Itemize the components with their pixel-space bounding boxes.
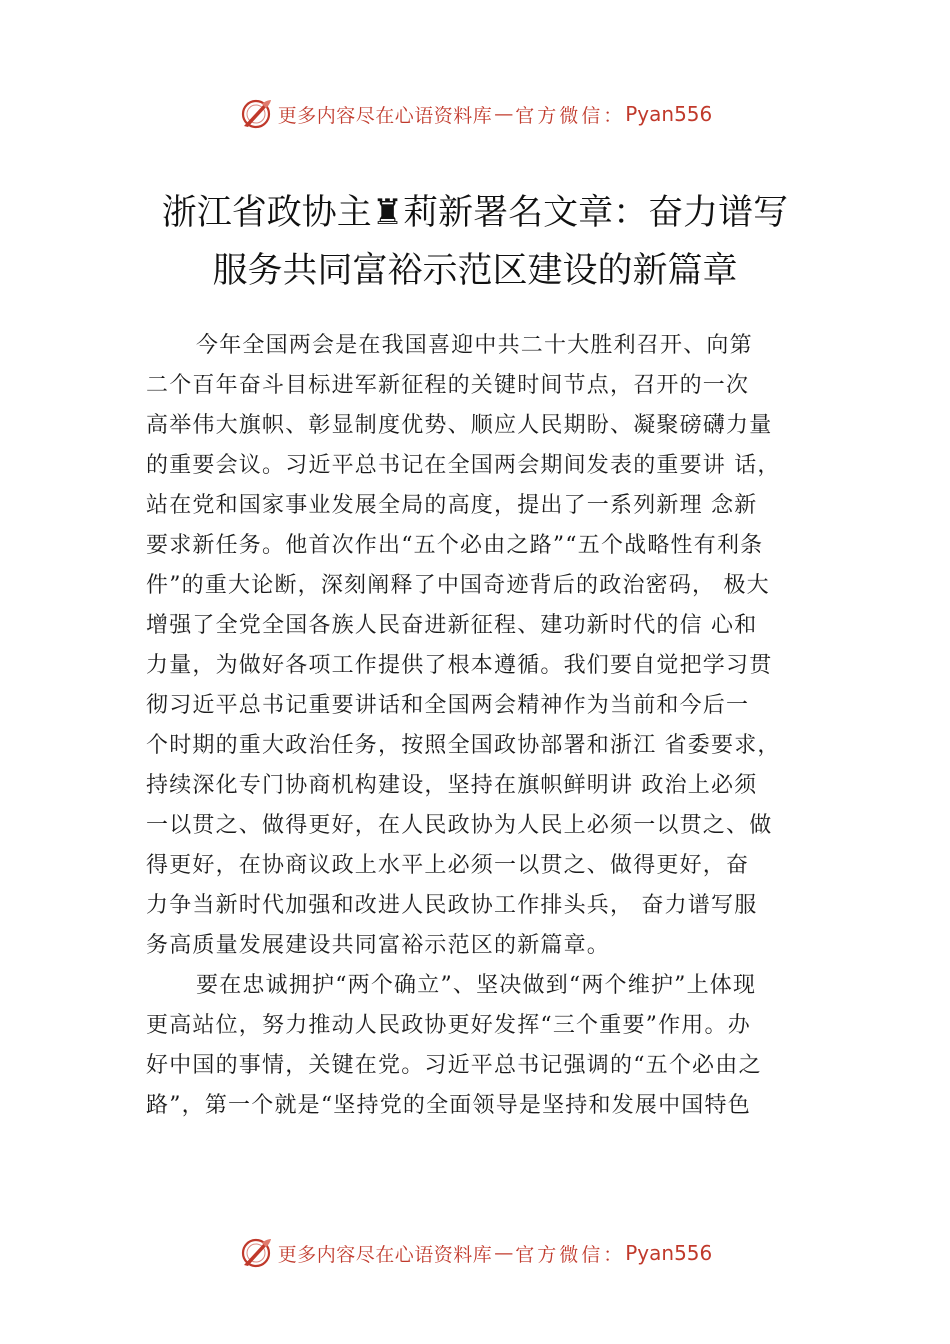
- paragraph-line: 更高站位，努力推动人民政协更好发挥“三个重要”作用。办: [146, 1013, 751, 1038]
- paragraph-line: 二个百年奋斗目标进军新征程的关键时间节点，召开的一次: [146, 373, 750, 398]
- article-title: [0, 184, 950, 300]
- title-line: 浙江省政协主♜莉新署名文章：奋力谱写: [161, 193, 789, 233]
- paragraph-line: 增强了全党全国各族人民奋进新征程、建功新时代的信 心和: [146, 613, 758, 638]
- paragraph-line: 好中国的事情，关键在党。习近平总书记强调的“五个必由之: [146, 1053, 762, 1078]
- watermark-footer: [0, 1233, 950, 1273]
- paragraph-line: 力争当新时代加强和改进人民政协工作排头兵， 奋力谱写服: [146, 893, 758, 918]
- paragraph-line: 今年全国两会是在我国喜迎中共二十大胜利召开、向第: [196, 333, 753, 358]
- paragraph-line: 高举伟大旗帜、彰显制度优势、顺应人民期盼、凝聚磅礴力量: [146, 413, 773, 438]
- watermark-brand-text: 更多内容尽在心语资料库: [277, 104, 493, 127]
- quill-logo-icon: [238, 96, 274, 132]
- watermark-brand-text: 更多内容尽在心语资料库: [277, 1243, 493, 1266]
- paragraph-line: 彻习近平总书记重要讲话和全国两会精神作为当前和今后一: [146, 693, 750, 718]
- watermark-wechat-id: Pyan556: [625, 1241, 713, 1265]
- watermark-separator: —: [494, 103, 514, 125]
- paragraph-line: 力量，为做好各项工作提供了根本遵循。我们要自觉把学习贯: [146, 653, 773, 678]
- paragraph-line: 务高质量发展建设共同富裕示范区的新篇章。: [146, 933, 611, 958]
- paragraph-line: 站在党和国家事业发展全局的高度，提出了一系列新理 念新: [146, 493, 758, 518]
- watermark-separator: —: [494, 1242, 514, 1264]
- paragraph-line: 要求新任务。他首次作出“五个必由之路”“五个战略性有利条: [146, 533, 764, 558]
- paragraph-line: 得更好，在协商议政上水平上必须一以贯之、做得更好，奋: [146, 853, 750, 878]
- paragraph-line: 件”的重大论断，深刻阐释了中国奇迹背后的政治密码， 极大: [146, 573, 770, 598]
- paragraph-line: 持续深化专门协商机构建设，坚持在旗帜鲜明讲 政治上必须: [146, 773, 758, 798]
- title-line: 服务共同富裕示范区建设的新篇章: [212, 251, 738, 291]
- watermark-header: [0, 94, 950, 134]
- quill-logo-icon: [238, 1235, 274, 1271]
- watermark-wechat-label: 官方微信：: [515, 104, 626, 127]
- paragraph-line: 路”，第一个就是“坚持党的全面领导是坚持和发展中国特色: [146, 1093, 751, 1118]
- paragraph-line: 个时期的重大政治任务，按照全国政协部署和浙江 省委要求，: [146, 733, 781, 758]
- watermark-wechat-id: Pyan556: [625, 102, 713, 126]
- paragraph-line: 的重要会议。习近平总书记在全国两会期间发表的重要讲 话，: [146, 453, 781, 478]
- article-body: [146, 326, 836, 1126]
- paragraph-line: 一以贯之、做得更好，在人民政协为人民上必须一以贯之、做: [146, 813, 773, 838]
- paragraph-line: 要在忠诚拥护“两个确立”、坚决做到“两个维护”上体现: [196, 973, 757, 998]
- watermark-wechat-label: 官方微信：: [515, 1243, 626, 1266]
